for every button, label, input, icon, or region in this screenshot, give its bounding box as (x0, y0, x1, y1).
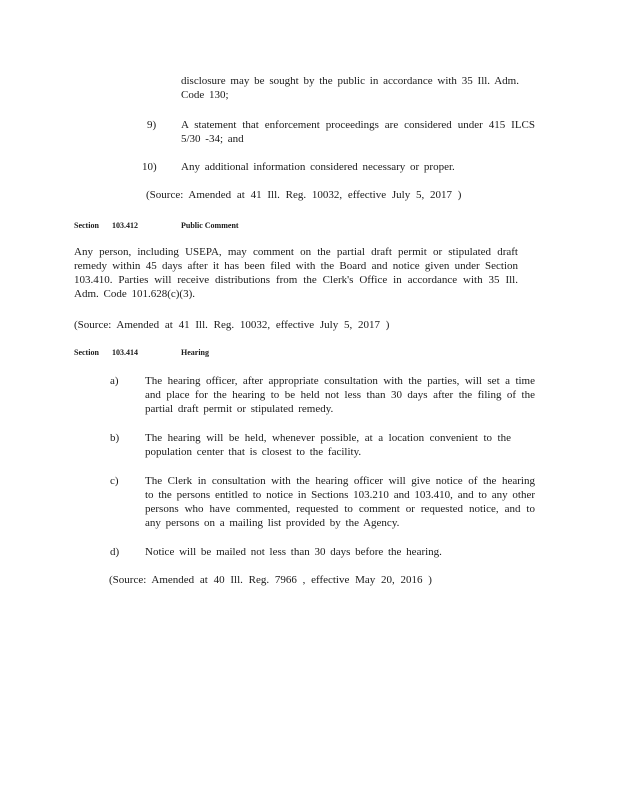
source-note: (Source: Amended at 41 Ill. Reg. 10032, effective July 5, 2017 ) (146, 189, 462, 201)
section-103-412-body: Any person, including USEPA, may comment on the partial draft permit or stipulated draft remedy within 45 days after it has been filed with the Board and notice given under Section 103.410. Parties will receive distributions from the Clerk's Office in accordance with 35 Ill. Adm. Code 101.628(c)(3). (74, 246, 518, 300)
section-heading-103-414 (74, 348, 374, 358)
item-b-letter: b) (110, 432, 120, 444)
section-label: Section (74, 348, 99, 357)
source-note: (Source: Amended at 40 Ill. Reg. 7966 , effective May 20, 2016 ) (109, 574, 432, 586)
item-10-text: Any additional information considered necessary or proper. (181, 161, 455, 173)
item-8-continuation: disclosure may be sought by the public in accordance with 35 Ill. Adm. Code 130; (181, 75, 519, 101)
section-title: Hearing (181, 348, 209, 357)
section-heading-103-412 (74, 221, 374, 231)
section-number: 103.412 (112, 221, 138, 230)
item-d-text: Notice will be mailed not less than 30 days before the hearing. (145, 546, 442, 558)
section-number: 103.414 (112, 348, 138, 357)
section-title: Public Comment (181, 221, 239, 230)
item-a-letter: a) (110, 375, 119, 387)
item-d-letter: d) (110, 546, 120, 558)
item-c-text: The Clerk in consultation with the hearing officer will give notice of the hearing to the persons entitled to notice in Sections 103.210 and 103.410, and to any other persons who have commented, requested to comment or requested notice, and to any persons on a mailing list provided by the Agency. (145, 475, 535, 529)
item-c-letter: c) (110, 475, 119, 487)
item-9-number: 9) (147, 119, 157, 131)
item-a-text: The hearing officer, after appropriate consultation with the parties, will set a time and place for the hearing to be held not less than 30 days after the filing of the partial draft permit or stipulated remedy. (145, 375, 535, 415)
section-label: Section (74, 221, 99, 230)
item-b-text: The hearing will be held, whenever possible, at a location convenient to the population center that is closest to the facility. (145, 432, 511, 458)
source-note: (Source: Amended at 41 Ill. Reg. 10032, effective July 5, 2017 ) (74, 319, 390, 331)
item-9-text: A statement that enforcement proceedings are considered under 415 ILCS 5/30 -34; and (181, 119, 535, 145)
item-10-number: 10) (142, 161, 157, 173)
